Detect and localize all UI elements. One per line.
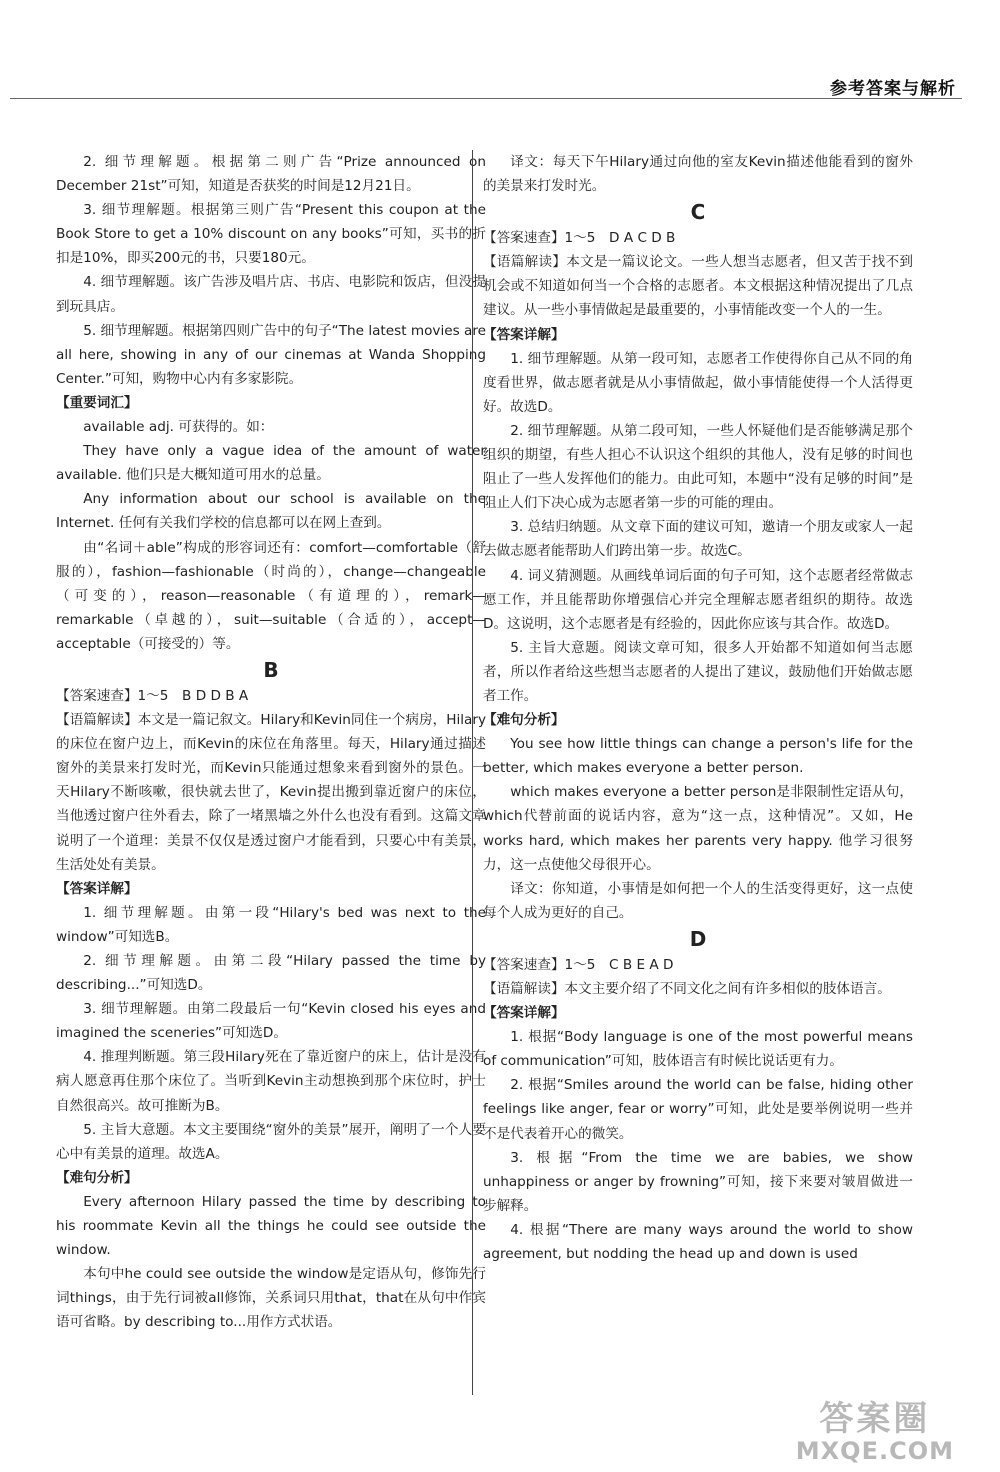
section-d-title: D [689, 926, 707, 951]
d-answer-4: 4. 根据“There are many ways around the world to show agreement, but nodding the head up and down is used [483, 1221, 913, 1263]
c-answer-4: 4. 词义猜测题。从画线单词后面的句子可知，这个志愿者经常做志愿工作，并且能帮助你增强信心并完全理解志愿者组织的期待。故选D。这说明，这个志愿者是有经验的，因此你应该与其合作。故选D。 [483, 567, 913, 632]
watermark-text-cn: 答案圈 [819, 1399, 931, 1439]
c-answer-3: 3. 总结归纳题。从文章下面的建议可知，邀请一个朋友或家人一起去做志愿者能帮助人们跨出第一步。故选C。 [483, 519, 913, 560]
b-answer-5: 5. 主旨大意题。本文主要围绕“窗外的美景”展开，阐明了一个人要心中有美景的道理。故选A。 [56, 1121, 486, 1162]
c-answer-1: 1. 细节理解题。从第一段可知，志愿者工作使得你自己从不同的角度看世界，做志愿者就是从小事情做起，做小事情能使得一个人活得更好。故选D。 [483, 350, 913, 415]
b-passage-summary: 【语篇解读】本文是一篇记叙文。Hilary和Kevin同住一个病房，Hilary的床位在窗户边上，而Kevin的床位在角落里。每天，Hilary通过描述窗外的美景来打发时光，而Kevin只能通过想象来看到窗外的景色。一天Hilary不断咳嗽，很快就去世了，Kevin提出搬到靠近窗户的床位，当他透过窗户往外看去，除了一堵黑墙之外什么也没有看到。这篇文章说明了一个道理：美景不仅仅是透过窗户才能看到，只要心中有美景，生活处处有美景。 [56, 712, 486, 873]
d-answer-3: 3. 根据“From the time we are babies, we show unhappiness or anger by frowning”可知，接下来要对皱眉做进一步解释。 [483, 1149, 913, 1214]
b-difficult-analysis: 本句中he could see outside the window是定语从句，修饰先行词things，由于先行词被all修饰，关系词只用that，that在从句中作宾语可省略。by describing to...用作方式状语。 [56, 1266, 486, 1331]
vocab-example-1: They have only a vague idea of the amount of water available. 他们只是大概知道可用水的总量。 [56, 443, 486, 484]
d-passage-summary: 【语篇解读】本文主要介绍了不同文化之间有许多相似的肢体语言。 [483, 981, 891, 997]
vocab-example-2: Any information about our school is available on the Internet. 任何有关我们学校的信息都可以在网上查到。 [56, 491, 486, 532]
b-answer-3: 3. 细节理解题。由第二段最后一句“Kevin closed his eyes and imagined the sceneries”可知选D。 [56, 1001, 486, 1042]
vocab-available: available adj. 可获得的。如： [83, 419, 274, 436]
right-column [483, 150, 913, 1266]
c-answer-key: 【答案速查】1～5 D A C D B [483, 230, 676, 247]
c-answer-2: 2. 细节理解题。从第二段可知，一些人怀疑他们是否能够满足那个组织的期望，有些人担心不认识这个组织的其他人，没有足够的时间也阻止了一些人发挥他们的能力。由此可知，本题中“没有足够的时间”是阻止人们下决心成为志愿者第一步的可能的理由。 [483, 422, 913, 512]
b-difficult-heading: 【难句分析】 [56, 1169, 138, 1186]
answer-q5: 5. 细节理解题。根据第四则广告中的句子“The latest movies are all here, showing in any of our cinemas at Wanda Shopping Center.”可知，购物中心内有多家影院。 [56, 322, 486, 387]
b-answer-1: 1. 细节理解题。由第一段“Hilary's bed was next to the window”可知选B。 [56, 904, 486, 945]
watermark-logo [796, 1400, 954, 1464]
answer-q3: 3. 细节理解题。根据第三则广告“Present this coupon at the Book Store to get a 10% discount on any books”可知，买书的折扣是10%，即买200元的书，只要180元。 [56, 202, 486, 267]
answer-q2: 2. 细节理解题。根据第二则广告“Prize announced on December 21st”可知，知道是否获奖的时间是12月21日。 [56, 154, 486, 195]
page-header-title: 参考答案与解析 [830, 79, 956, 99]
vocab-heading: 【重要词汇】 [56, 394, 138, 411]
header-divider [10, 98, 962, 99]
vocab-able-list: 由“名词＋able”构成的形容词还有：comfort—comfortable（舒服的），fashion—fashionable（时尚的），change—changeable（可变的），reason—reasonable（有道理的），remark—remarkable（卓越的），suit—suitable（合适的），accept—acceptable（可接受的）等。 [56, 539, 486, 652]
column-divider [472, 150, 473, 1395]
b-translation: 译文：每天下午Hilary通过向他的室友Kevin描述他能看到的窗外的美景来打发时光。 [483, 154, 913, 195]
b-answer-2: 2. 细节理解题。由第二段“Hilary passed the time by describing...”可知选D。 [56, 953, 486, 994]
watermark-text-en: MXQE.COM [795, 1437, 954, 1465]
d-answer-2: 2. 根据“Smiles around the world can be false, hiding other feelings like anger, fear or worry”可知，此处是要举例说明一些并不是代表着开心的微笑。 [483, 1077, 913, 1142]
section-b-title: B [263, 657, 279, 682]
b-difficult-sentence: Every afternoon Hilary passed the time by describing to his roommate Kevin all the things he could see outside the window. [56, 1193, 486, 1259]
c-detail-heading: 【答案详解】 [483, 326, 565, 343]
c-difficult-analysis: which makes everyone a better person是非限制性定语从句，which代替前面的说话内容，意为“这一点，这种情况”。又如，He works hard, which makes her parents very happy. 他学习很努力，这一点使他父母很开心。 [483, 784, 913, 873]
b-answer-key: 【答案速查】1～5 B D D B A [56, 687, 249, 704]
b-detail-heading: 【答案详解】 [56, 880, 138, 897]
d-answer-1: 1. 根据“Body language is one of the most powerful means of communication”可知，肢体语言有时候比说话更有力。 [483, 1029, 913, 1070]
c-answer-5: 5. 主旨大意题。阅读文章可知，很多人开始都不知道如何当志愿者，所以作者给这些想当志愿者的人提出了建议，鼓励他们开始做志愿者工作。 [483, 639, 913, 704]
c-difficult-heading: 【难句分析】 [483, 712, 565, 729]
c-difficult-sentence: You see how little things can change a person's life for the better, which makes everyone a better person. [483, 736, 913, 777]
c-passage-summary: 【语篇解读】本文是一篇议论文。一些人想当志愿者，但又苦于找不到机会或不知道如何当一个合格的志愿者。本文根据这种情况提出了几点建议。从一些小事情做起是最重要的，小事情能改变一个人的一生。 [483, 254, 913, 319]
d-detail-heading: 【答案详解】 [483, 1005, 565, 1022]
section-c-title: C [690, 200, 706, 225]
answer-q4: 4. 细节理解题。该广告涉及唱片店、书店、电影院和饭店，但没提到玩具店。 [56, 274, 486, 315]
left-column [56, 150, 486, 1335]
d-answer-key: 【答案速查】1～5 C B E A D [483, 956, 674, 973]
b-answer-4: 4. 推理判断题。第三段Hilary死在了靠近窗户的床上，估计是没有病人愿意再住那个床位了。当听到Kevin主动想换到那个床位时，护士自然很高兴。故可推断为B。 [56, 1049, 486, 1114]
c-translation: 译文：你知道，小事情是如何把一个人的生活变得更好，这一点使每个人成为更好的自己。 [483, 880, 913, 921]
